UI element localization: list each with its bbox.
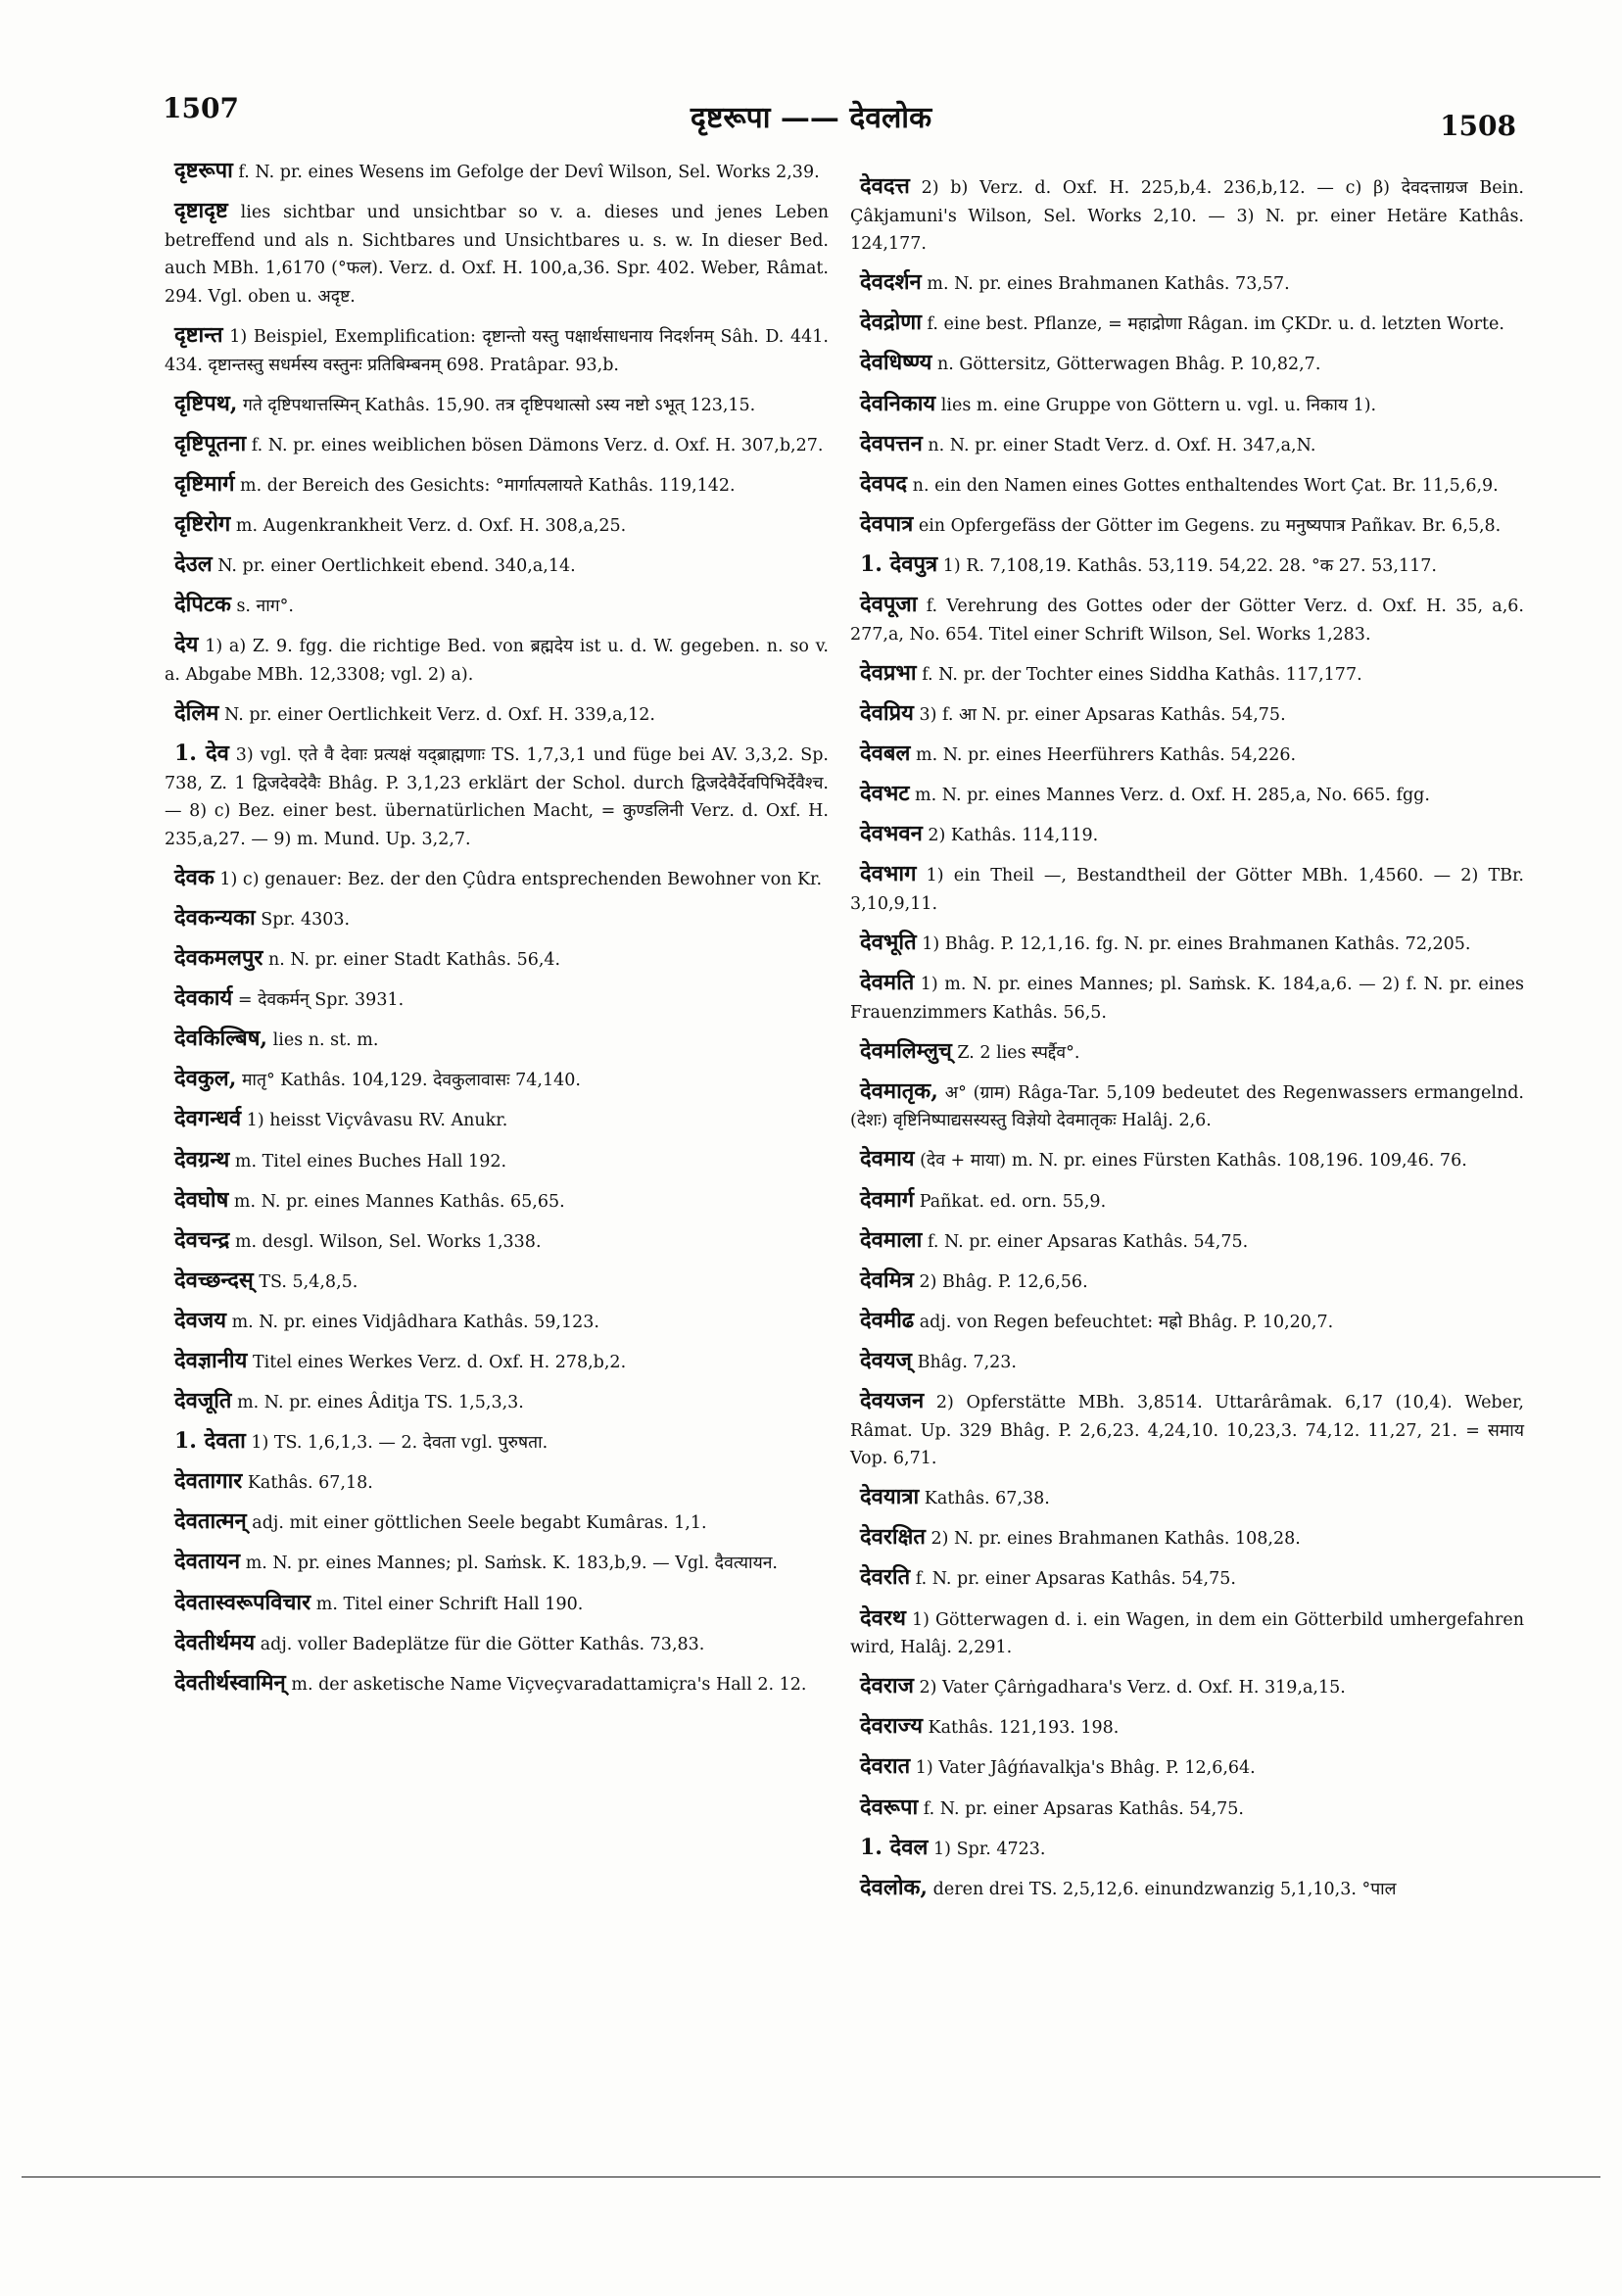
dictionary-entry xyxy=(850,268,1524,299)
dictionary-entry xyxy=(165,944,829,975)
dictionary-entry xyxy=(850,1523,1524,1554)
entry-definition: Bhâg. 7,23. xyxy=(917,1352,1017,1372)
entry-headword: देवद्रोणा xyxy=(860,310,922,336)
dictionary-entry xyxy=(165,1267,829,1297)
entry-headword: दृष्टान्त xyxy=(174,321,223,348)
entry-definition: 1) R. 7,108,19. Kathâs. 53,119. 54,22. 28. °क 27. 53,117. xyxy=(942,555,1437,576)
dictionary-entry xyxy=(850,1037,1524,1068)
entry-headword: देलिम xyxy=(174,699,219,726)
entry-headword: देवरथ xyxy=(860,1604,906,1631)
entry-definition: m. der Bereich des Gesichts: °मार्गात्पलायते Kathâs. 119,142. xyxy=(240,475,736,496)
page-header xyxy=(0,92,1622,141)
entry-headword: देवतीर्थस्वामिन् xyxy=(174,1669,286,1696)
dictionary-entry xyxy=(165,1186,829,1217)
dictionary-entry xyxy=(850,699,1524,730)
dictionary-entry xyxy=(165,1065,829,1095)
entry-definition: 1) ein Theil —, Bestandtheil der Götter MBh. 1,4560. — 2) TBr. 3,10,9,11. xyxy=(850,866,1524,914)
entry-headword: देवजूति xyxy=(174,1388,232,1414)
dictionary-entry xyxy=(165,197,829,311)
entry-headword: देवमित्र xyxy=(860,1267,914,1293)
entry-headword: देवपूजा xyxy=(860,592,918,618)
dictionary-entry xyxy=(850,1752,1524,1783)
entry-headword: देवयात्रा xyxy=(860,1484,920,1510)
entry-headword: देवच्छन्दस् xyxy=(174,1267,254,1293)
dictionary-entry xyxy=(850,1307,1524,1337)
entry-definition: = देवकर्मन् Spr. 3931. xyxy=(237,990,405,1011)
entry-definition: adj. voller Badeplätze für die Götter Kathâs. 73,83. xyxy=(260,1634,705,1654)
entry-headword: देवपद xyxy=(860,470,908,497)
entry-headword: देवतीर्थमय xyxy=(174,1629,256,1655)
entry-headword: देपिटक xyxy=(174,592,231,618)
entry-headword: देवरति xyxy=(860,1564,911,1591)
left-column xyxy=(165,157,829,1709)
entry-definition: 3) f. आ N. pr. einer Apsaras Kathâs. 54,75. xyxy=(919,704,1286,725)
dictionary-entry xyxy=(165,430,829,460)
entry-headword: देवभूति xyxy=(860,929,917,955)
dictionary-entry xyxy=(850,820,1524,850)
dictionary-entry xyxy=(850,969,1524,1027)
dictionary-entry xyxy=(165,864,829,894)
dictionary-entry xyxy=(165,1507,829,1538)
entry-definition: m. N. pr. eines Mannes Kathâs. 65,65. xyxy=(233,1191,565,1212)
entry-headword: 1. देवता xyxy=(174,1428,246,1455)
entry-definition: f. N. pr. eines weiblichen bösen Dämons Verz. d. Oxf. H. 307,b,27. xyxy=(251,435,824,455)
entry-definition: m. N. pr. eines Âditja TS. 1,5,3,3. xyxy=(237,1393,524,1413)
entry-headword: देवराज xyxy=(860,1673,914,1699)
dictionary-entry xyxy=(850,510,1524,541)
dictionary-entry xyxy=(165,1629,829,1659)
entry-headword: देवतास्वरूपविचार xyxy=(174,1589,311,1615)
entry-headword: 1. देवपुत्र xyxy=(860,550,938,577)
entry-headword: देवयजन xyxy=(860,1388,925,1413)
entry-definition: अ° (ग्राम) Râga-Tar. 5,109 bedeutet des Regenwassers ermangelnd. (देशः) वृष्टिनिष्पाद्यसस्यस्तु विज्ञेयो देवमातृकः Halâj. 2,6. xyxy=(850,1082,1524,1131)
dictionary-entry xyxy=(850,309,1524,339)
entry-headword: देवकन्यका xyxy=(174,904,256,931)
entry-headword: देवतात्मन् xyxy=(174,1508,247,1535)
dictionary-entry xyxy=(165,1307,829,1337)
dictionary-entry xyxy=(165,631,829,689)
entry-definition: f. Verehrung des Gottes oder der Götter Verz. d. Oxf. H. 35, a,6. 277,a, No. 654. Titel einer Schrift Wilson, Sel. Works 1,283. xyxy=(850,597,1524,645)
entry-definition: 1) Götterwagen d. i. ein Wagen, in dem ein Götterbild umhergefahren wird, Halâj. 2,291. xyxy=(850,1609,1524,1658)
entry-definition: 1) c) genauer: Bez. der den Çûdra entsprechenden Bewohner von Kr. xyxy=(219,869,823,889)
right-column xyxy=(850,172,1524,1914)
entry-headword: देवमाय xyxy=(860,1146,915,1172)
entry-definition: f. N. pr. eines Wesens im Gefolge der Devî Wilson, Sel. Works 2,39. xyxy=(238,163,820,182)
entry-headword: देवतायन xyxy=(174,1549,241,1575)
entry-definition: lies sichtbar und unsichtbar so v. a. dieses und jenes Leben betreffend und als n. Sichtbares und Unsichtbares u. s. w. In dieser Bed. auch MBh. 1,6170 (°फल). Verz. d. Oxf. H. 100,a,36. Spr. 402. Weber, Râmat. 294. Vgl. oben u. अदृष्ट. xyxy=(165,203,829,307)
entry-headword: देवयज् xyxy=(860,1347,912,1373)
entry-headword: देवधिष्ण्य xyxy=(860,350,932,376)
dictionary-entry xyxy=(165,1025,829,1055)
entry-headword: देवदर्शन xyxy=(860,269,922,296)
entry-definition: 1) TS. 1,6,1,3. — 2. देवता vgl. पुरुषता. xyxy=(251,1433,549,1454)
entry-definition: 1) heisst Viçvâvasu RV. Anukr. xyxy=(246,1111,508,1131)
entry-definition: गते दृष्टिपथात्तस्मिन् Kathâs. 15,90. तत्र दृष्टिपथात्सो ऽस्य नष्टो ऽभूत् 123,15. xyxy=(243,395,756,415)
entry-definition: 1) Spr. 4723. xyxy=(933,1839,1046,1859)
entry-definition: f. N. pr. einer Apsaras Kathâs. 54,75. xyxy=(923,1798,1244,1819)
entry-headword: देवप्रभा xyxy=(860,659,917,686)
entry-headword: देवपत्तन xyxy=(860,430,923,456)
bottom-rule xyxy=(22,2176,1600,2177)
dictionary-entry xyxy=(850,1672,1524,1702)
entry-headword: देवदत्त xyxy=(860,173,910,199)
entry-headword: देवकिल्बिष, xyxy=(174,1026,268,1052)
entry-headword: देवग्रन्थ xyxy=(174,1146,230,1172)
dictionary-entry xyxy=(850,1794,1524,1824)
entry-headword: देवकुल, xyxy=(174,1066,237,1092)
entry-headword: देवघोष xyxy=(174,1186,229,1213)
running-title: दृष्टरूपा —— देवलोक xyxy=(690,101,932,135)
entry-definition: Titel eines Werkes Verz. d. Oxf. H. 278,b,2. xyxy=(252,1353,627,1372)
entry-definition: f. N. pr. der Tochter eines Siddha Kathâs. 117,177. xyxy=(922,664,1362,685)
dictionary-entry xyxy=(850,430,1524,460)
entry-headword: देवनिकाय xyxy=(860,390,936,416)
entry-definition: 2) Kathâs. 114,119. xyxy=(928,826,1099,846)
dictionary-entry xyxy=(165,1105,829,1135)
entry-headword: दृष्टादृष्ट xyxy=(174,198,228,224)
entry-definition: m. N. pr. eines Heerführers Kathâs. 54,226. xyxy=(915,744,1297,765)
entry-definition: Z. 2 lies स्पर्द्दैव°. xyxy=(957,1042,1080,1063)
entry-definition: m. N. pr. eines Mannes; pl. Saṁsk. K. 183,b,9. — Vgl. दैवत्यायन. xyxy=(245,1554,778,1574)
dictionary-entry xyxy=(850,1387,1524,1473)
dictionary-entry xyxy=(850,740,1524,770)
entry-definition: n. ein den Namen eines Gottes enthaltendes Wort Çat. Br. 11,5,6,9. xyxy=(912,475,1499,496)
entry-headword: देवपात्र xyxy=(860,510,914,537)
entry-definition: 2) Vater Çârṅgadhara's Verz. d. Oxf. H. 319,a,15. xyxy=(919,1678,1346,1698)
entry-definition: m. desgl. Wilson, Sel. Works 1,338. xyxy=(234,1231,542,1252)
entry-definition: (देव + माया) m. N. pr. eines Fürsten Kathâs. 108,196. 109,46. 76. xyxy=(920,1151,1467,1172)
entry-headword: देवबल xyxy=(860,740,911,766)
dictionary-entry xyxy=(165,740,829,853)
dictionary-entry xyxy=(850,1347,1524,1377)
dictionary-entry xyxy=(850,591,1524,648)
dictionary-entry xyxy=(850,470,1524,501)
dictionary-entry xyxy=(165,699,829,730)
dictionary-entry xyxy=(850,1834,1524,1864)
entry-definition: n. N. pr. einer Stadt Verz. d. Oxf. H. 347,a,N. xyxy=(928,435,1316,455)
dictionary-entry xyxy=(165,984,829,1015)
entry-headword: देवज्ञानीय xyxy=(174,1348,248,1373)
entry-headword: देवरूपा xyxy=(860,1794,919,1820)
entry-definition: N. pr. einer Oertlichkeit ebend. 340,a,14. xyxy=(217,556,576,577)
entry-headword: देवतागार xyxy=(174,1468,243,1495)
entry-headword: दृष्टिमार्ग xyxy=(174,470,235,497)
dictionary-entry xyxy=(165,904,829,934)
entry-definition: TS. 5,4,8,5. xyxy=(259,1271,358,1292)
entry-definition: m. Titel eines Buches Hall 192. xyxy=(234,1151,507,1172)
entry-definition: Spr. 4303. xyxy=(261,909,351,930)
entry-definition: Pañkat. ed. orn. 55,9. xyxy=(919,1191,1107,1212)
entry-definition: adj. von Regen befeuchtet: मह्रो Bhâg. P. 10,20,7. xyxy=(919,1312,1334,1332)
entry-definition: Kathâs. 67,38. xyxy=(924,1489,1050,1509)
dictionary-entry xyxy=(165,1347,829,1377)
dictionary-entry xyxy=(165,1589,829,1619)
entry-definition: m. N. pr. eines Mannes Verz. d. Oxf. H. 285,a, No. 665. fgg. xyxy=(915,786,1430,805)
entry-headword: दृष्टिपूतना xyxy=(174,430,247,456)
entry-definition: m. der asketische Name Viçveçvaradattamiçra's Hall 2. 12. xyxy=(291,1674,807,1695)
entry-definition: f. N. pr. einer Apsaras Kathâs. 54,75. xyxy=(927,1231,1249,1252)
entry-headword: देवरक्षित xyxy=(860,1524,926,1551)
entry-headword: देवमातृक, xyxy=(860,1077,938,1104)
entry-headword: दृष्टरूपा xyxy=(174,158,233,183)
dictionary-entry xyxy=(850,659,1524,690)
entry-definition: m. Titel einer Schrift Hall 190. xyxy=(315,1594,584,1614)
dictionary-entry xyxy=(165,510,829,541)
entry-headword: देवकमलपुर xyxy=(174,945,263,972)
entry-definition: deren drei TS. 2,5,12,6. einundzwanzig 5,1,10,3. °पाल xyxy=(932,1879,1397,1899)
entry-headword: देवगन्धर्व xyxy=(174,1106,242,1132)
entry-headword: देवमलिम्लुच् xyxy=(860,1037,952,1064)
entry-headword: दृष्टिपथ, xyxy=(174,390,238,416)
dictionary-entry xyxy=(850,1267,1524,1297)
entry-headword: देवप्रिय xyxy=(860,699,914,726)
dictionary-entry xyxy=(165,1387,829,1417)
entry-definition: m. Augenkrankheit Verz. d. Oxf. H. 308,a,25. xyxy=(235,515,627,536)
entry-definition: N. pr. einer Oertlichkeit Verz. d. Oxf. H. 339,a,12. xyxy=(224,704,655,725)
dictionary-entry xyxy=(850,929,1524,959)
dictionary-entry xyxy=(850,1712,1524,1743)
entry-headword: देवभाग xyxy=(860,861,917,887)
dictionary-entry xyxy=(850,1226,1524,1257)
page-number-right: 1508 xyxy=(1440,110,1516,142)
dictionary-entry xyxy=(850,1874,1524,1904)
entry-definition: मातृ° Kathâs. 104,129. देवकुलावासः 74,140. xyxy=(241,1071,581,1091)
entry-definition: lies n. st. m. xyxy=(272,1030,379,1051)
entry-definition: f. eine best. Pflanze, = महाद्रोणा Râgan. im ÇKDr. u. d. letzten Worte. xyxy=(927,314,1504,335)
dictionary-entry xyxy=(850,1563,1524,1594)
entry-headword: देवमाला xyxy=(860,1226,923,1253)
dictionary-entry xyxy=(850,1604,1524,1662)
entry-definition: n. N. pr. einer Stadt Kathâs. 56,4. xyxy=(267,950,561,971)
entry-definition: 1) Bhâg. P. 12,1,16. fg. N. pr. eines Brahmanen Kathâs. 72,205. xyxy=(922,933,1471,954)
entry-headword: दृष्टिरोग xyxy=(174,510,231,537)
entry-definition: 2) b) Verz. d. Oxf. H. 225,b,4. 236,b,12. — c) β) देवदत्ताग्रज Bein. Çâkjamuni's Wilson, Sel. Works 2,10. — 3) N. pr. einer Hetäre Kathâs. 124,177. xyxy=(850,178,1524,255)
dictionary-entry xyxy=(165,470,829,501)
entry-definition: 2) Opferstätte MBh. 3,8514. Uttarârâmak. 6,17 (10,4). Weber, Râmat. Up. 329 Bhâg. P. 2,6,23. 4,24,10. 10,23,3. 74,12. 11,27, 21. = समाय Vop. 6,71. xyxy=(850,1393,1524,1469)
entry-definition: m. N. pr. eines Brahmanen Kathâs. 73,57. xyxy=(927,274,1290,295)
dictionary-entry xyxy=(165,321,829,379)
dictionary-entry xyxy=(850,1186,1524,1217)
entry-headword: देवमति xyxy=(860,969,915,995)
entry-definition: f. N. pr. einer Apsaras Kathâs. 54,75. xyxy=(915,1569,1236,1590)
dictionary-entry xyxy=(165,1427,829,1458)
dictionary-entry xyxy=(850,1483,1524,1513)
dictionary-entry xyxy=(850,550,1524,581)
entry-definition: n. Göttersitz, Götterwagen Bhâg. P. 10,82,7. xyxy=(937,355,1321,375)
entry-headword: देवमीढ xyxy=(860,1307,915,1333)
entry-headword: देउल xyxy=(174,551,213,578)
entry-definition: s. नाग°. xyxy=(236,597,294,617)
entry-headword: देवभवन xyxy=(860,821,923,847)
dictionary-entry xyxy=(165,1467,829,1498)
dictionary-entry xyxy=(850,860,1524,918)
dictionary-entry xyxy=(850,1077,1524,1135)
dictionary-entry xyxy=(165,591,829,621)
entry-headword: देवराज्य xyxy=(860,1713,923,1740)
dictionary-entry xyxy=(165,1226,829,1257)
entry-definition: ein Opfergefäss der Götter im Gegens. zu मनुष्यपात्र Pañkav. Br. 6,5,8. xyxy=(918,515,1502,536)
dictionary-entry xyxy=(850,390,1524,420)
entry-headword: देवकार्य xyxy=(174,985,233,1012)
dictionary-entry xyxy=(165,157,829,187)
dictionary-entry xyxy=(850,349,1524,379)
dictionary-entry xyxy=(165,1669,829,1699)
entry-headword: देवभट xyxy=(860,781,910,806)
entry-definition: 2) N. pr. eines Brahmanen Kathâs. 108,28. xyxy=(930,1529,1301,1550)
entry-definition: 3) vgl. एते वै देवाः प्रत्यक्षं यद्ब्राह्मणाः TS. 1,7,3,1 und füge bei AV. 3,3,2. Sp. 738, Z. 1 द्विजदेवदेवैः Bhâg. P. 3,1,23 erklärt der Schol. durch द्विजदेवैर्देवपिभिर्देवैश्च. — 8) c) Bez. einer best. übernatürlichen Macht, = कुण्डलिनी Verz. d. Oxf. H. 235,a,27. — 9) m. Mund. Up. 3,2,7. xyxy=(165,745,829,849)
page-number-left: 1507 xyxy=(163,92,239,124)
dictionary-entry xyxy=(165,1548,829,1578)
entry-headword: 1. देवल xyxy=(860,1834,929,1860)
entry-headword: देय xyxy=(174,632,199,658)
entry-definition: 1) Beispiel, Exemplification: दृष्टान्तो यस्तु पक्षार्थसाधनाय निदर्शनम् Sâh. D. 441. 434. दृष्टान्तस्तु सधर्मस्य वस्तुनः प्रतिबिम्बनम् 698. Pratâpar. 93,b. xyxy=(165,326,829,375)
entry-headword: देवचन्द्र xyxy=(174,1226,230,1253)
entry-headword: 1. देव xyxy=(174,741,229,766)
entry-headword: देवरात xyxy=(860,1753,911,1780)
entry-definition: Kathâs. 121,193. 198. xyxy=(928,1718,1120,1739)
dictionary-entry xyxy=(165,390,829,420)
entry-definition: m. N. pr. eines Vidjâdhara Kathâs. 59,123. xyxy=(231,1312,599,1332)
entry-headword: देवमार्ग xyxy=(860,1186,915,1213)
entry-definition: 1) a) Z. 9. fgg. die richtige Bed. von ब्रह्मदेय ist u. d. W. gegeben. n. so v. a. Abgabe MBh. 12,3308; vgl. 2) a). xyxy=(165,637,829,685)
entry-headword: देवलोक, xyxy=(860,1874,929,1900)
entry-definition: 1) m. N. pr. eines Mannes; pl. Saṁsk. K. 184,a,6. — 2) f. N. pr. eines Frauenzimmers Kathâs. 56,5. xyxy=(850,974,1524,1023)
entry-headword: देवक xyxy=(174,864,215,890)
dictionary-entry xyxy=(165,550,829,581)
entry-definition: lies m. eine Gruppe von Göttern u. vgl. u. निकाय 1). xyxy=(940,395,1377,415)
entry-definition: 2) Bhâg. P. 12,6,56. xyxy=(919,1271,1088,1292)
dictionary-entry xyxy=(850,172,1524,259)
dictionary-entry xyxy=(165,1146,829,1176)
dictionary-entry xyxy=(850,780,1524,810)
entry-definition: Kathâs. 67,18. xyxy=(247,1473,373,1494)
entry-headword: देवजय xyxy=(174,1307,226,1333)
entry-definition: adj. mit einer göttlichen Seele begabt Kumâras. 1,1. xyxy=(252,1513,707,1534)
dictionary-entry xyxy=(850,1145,1524,1175)
entry-definition: 1) Vater Jâǵńavalkja's Bhâg. P. 12,6,64. xyxy=(915,1758,1256,1779)
